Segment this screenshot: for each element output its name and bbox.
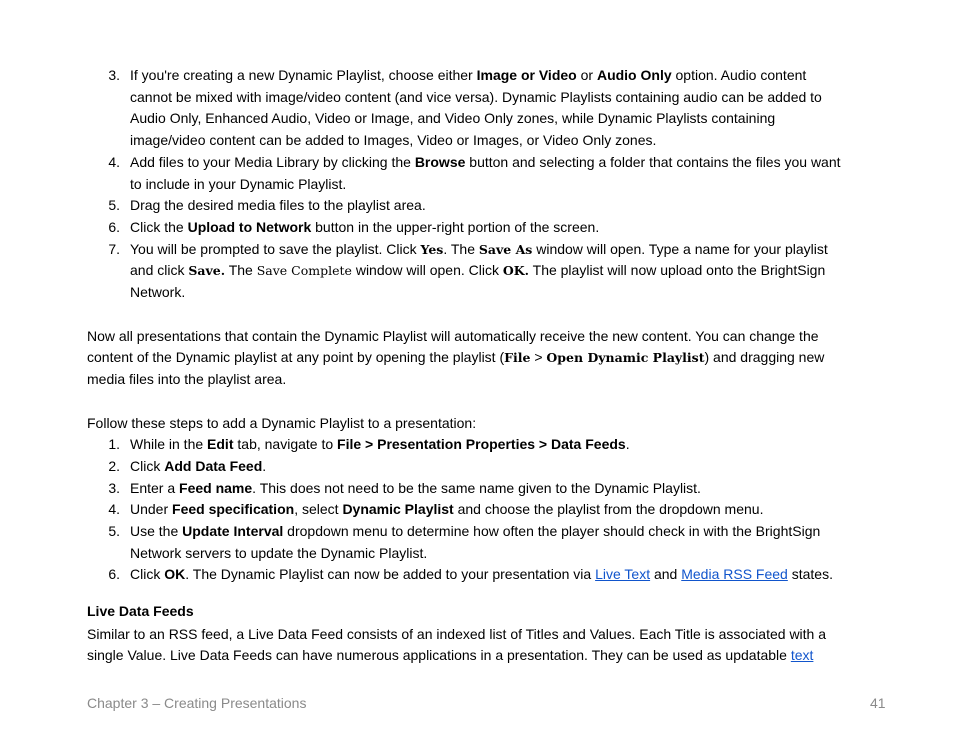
list-item-line bbox=[130, 217, 599, 239]
paragraph-line bbox=[87, 347, 824, 369]
list-item-line bbox=[130, 543, 427, 565]
text-run: While in the bbox=[130, 436, 208, 453]
text-run: tab, navigate to bbox=[233, 436, 338, 453]
text-run: The playlist will now upload onto the BrightSign bbox=[529, 262, 826, 279]
text-run: . This does not need to be the same name given to the Dynamic Playlist. bbox=[252, 479, 701, 496]
list-item-line bbox=[130, 564, 833, 586]
list-item-line bbox=[130, 456, 266, 478]
hyperlink[interactable]: text bbox=[790, 647, 814, 664]
emphasis-text: Update Interval bbox=[182, 523, 284, 539]
text-run: . bbox=[625, 436, 630, 453]
emphasis-text: Edit bbox=[207, 436, 234, 453]
list-item-number: 6. bbox=[108, 566, 120, 583]
text-run: Audio Only, Enhanced Audio, Video or Image, and Video Only zones, while Dynamic Playlists containing bbox=[130, 110, 776, 127]
text-run: ) and dragging new bbox=[704, 349, 825, 366]
hyperlink[interactable]: Live Text bbox=[595, 566, 651, 583]
text-run: to include in your Dynamic Playlist. bbox=[130, 175, 347, 192]
text-run: Click bbox=[130, 566, 165, 583]
text-run: . The bbox=[443, 240, 479, 257]
text-run: Click bbox=[130, 457, 165, 474]
paragraph-line bbox=[87, 624, 826, 646]
emphasis-text: Browse bbox=[414, 153, 466, 170]
emphasis-text: Feed specification bbox=[172, 501, 295, 518]
emphasis-text: OK. bbox=[502, 263, 529, 279]
list-item-line bbox=[130, 130, 656, 152]
text-run: states. bbox=[787, 566, 833, 583]
text-run: If you're creating a new Dynamic Playlist, choose either bbox=[130, 67, 477, 83]
list-item-number: 1. bbox=[108, 436, 120, 453]
text-run: Follow these steps to add a Dynamic Playlist to a presentation: bbox=[87, 414, 477, 431]
paragraph-intro-steps bbox=[87, 413, 476, 435]
text-run: Use the bbox=[130, 523, 183, 539]
emphasis-text: Image or Video bbox=[476, 67, 577, 83]
text-run: and bbox=[650, 566, 682, 583]
emphasis-text: File bbox=[504, 350, 531, 366]
text-run: Under bbox=[130, 501, 173, 518]
list-item-line bbox=[130, 239, 828, 261]
emphasis-text: Save Complete bbox=[256, 263, 352, 279]
text-run: Now all presentations that contain the Dynamic Playlist will automatically receive the new content. You can change the bbox=[87, 327, 819, 344]
text-run: The bbox=[225, 262, 257, 279]
text-run: > bbox=[530, 349, 547, 366]
list-item-line bbox=[130, 434, 630, 456]
text-run: or bbox=[576, 67, 597, 83]
hyperlink[interactable]: Media RSS Feed bbox=[681, 566, 788, 583]
emphasis-text: Yes bbox=[420, 241, 444, 257]
list-item-number: 5. bbox=[108, 523, 120, 539]
list-item-number: 5. bbox=[108, 197, 120, 214]
emphasis-text: Save. bbox=[188, 263, 226, 279]
emphasis-text: OK bbox=[164, 566, 186, 583]
emphasis-text: Upload to Network bbox=[187, 218, 312, 235]
list-item-line bbox=[130, 152, 841, 174]
emphasis-text: Add Data Feed bbox=[164, 457, 263, 474]
list-item-number: 7. bbox=[108, 240, 120, 257]
paragraph-line bbox=[87, 645, 813, 667]
text-run: You will be prompted to save the playlist. Click bbox=[130, 240, 421, 257]
text-run: and choose the playlist from the dropdown menu. bbox=[453, 501, 764, 518]
list-item-line bbox=[130, 174, 346, 196]
text-run: Add files to your Media Library by clicking the bbox=[130, 153, 415, 170]
text-run: button in the upper-right portion of the screen. bbox=[311, 218, 600, 235]
emphasis-text: Open Dynamic Playlist bbox=[546, 350, 705, 366]
paragraph-line bbox=[87, 369, 286, 391]
list-item-number: 3. bbox=[108, 67, 120, 83]
text-run: window will open. Click bbox=[351, 262, 503, 279]
list-item-number: 2. bbox=[108, 457, 120, 474]
text-run: content of the Dynamic playlist at any point by opening the playlist ( bbox=[87, 349, 505, 366]
list-item-line bbox=[130, 478, 701, 500]
list-item-number: 6. bbox=[108, 218, 120, 235]
text-run: button and selecting a folder that contains the files you want bbox=[465, 153, 841, 170]
list-item-line bbox=[130, 87, 822, 109]
text-run: image/video content can be added to Images, Video or Images, or Video Only zones. bbox=[130, 132, 657, 149]
text-run: and click bbox=[130, 262, 189, 279]
text-run: dropdown menu to determine how often the player should check in with the BrightSign bbox=[283, 523, 821, 539]
list-item-line bbox=[130, 65, 806, 87]
text-run: . The Dynamic Playlist can now be added to your presentation via bbox=[185, 566, 596, 583]
list-item-line bbox=[130, 195, 426, 217]
text-run: Click the bbox=[130, 218, 188, 235]
list-item-line bbox=[130, 521, 820, 543]
text-run: Network. bbox=[130, 284, 186, 300]
text-run: , select bbox=[294, 501, 343, 518]
text-run: single Value. Live Data Feeds can have numerous applications in a presentation. They can be used as updatable bbox=[87, 647, 791, 664]
emphasis-text: Feed name bbox=[179, 479, 253, 496]
emphasis-text: Dynamic Playlist bbox=[342, 501, 454, 518]
footer-chapter-title: Chapter 3 – Creating Presentations bbox=[87, 695, 307, 711]
list-item-number: 3. bbox=[108, 479, 120, 496]
text-run: window will open. Type a name for your playlist bbox=[532, 240, 828, 257]
list-item-line bbox=[130, 108, 775, 130]
text-run: . bbox=[262, 457, 267, 474]
text-run: Network servers to update the Dynamic Playlist. bbox=[130, 544, 428, 561]
list-item-line bbox=[130, 499, 763, 521]
list-item-line bbox=[130, 260, 825, 282]
text-run: Similar to an RSS feed, a Live Data Feed consists of an indexed list of Titles and Values. Each Title is associated with a bbox=[87, 625, 827, 642]
section-heading-live-data-feeds: Live Data Feeds bbox=[87, 602, 194, 619]
emphasis-text: Audio Only bbox=[596, 67, 672, 83]
list-item-number: 4. bbox=[108, 153, 120, 170]
emphasis-text: File > Presentation Properties > Data Feeds bbox=[337, 436, 626, 453]
footer-page-number: 41 bbox=[870, 695, 886, 711]
list-item-line bbox=[130, 282, 185, 304]
text-run: Enter a bbox=[130, 479, 180, 496]
text-run: Drag the desired media files to the playlist area. bbox=[130, 197, 426, 214]
emphasis-text: Save As bbox=[478, 241, 533, 257]
paragraph-line bbox=[87, 326, 819, 348]
text-run: media files into the playlist area. bbox=[87, 371, 287, 387]
text-run: cannot be mixed with image/video content (and vice versa). Dynamic Playlists containing audio can be added to bbox=[130, 88, 822, 105]
text-run: option. Audio content bbox=[671, 67, 807, 83]
list-item-number: 4. bbox=[108, 501, 120, 518]
